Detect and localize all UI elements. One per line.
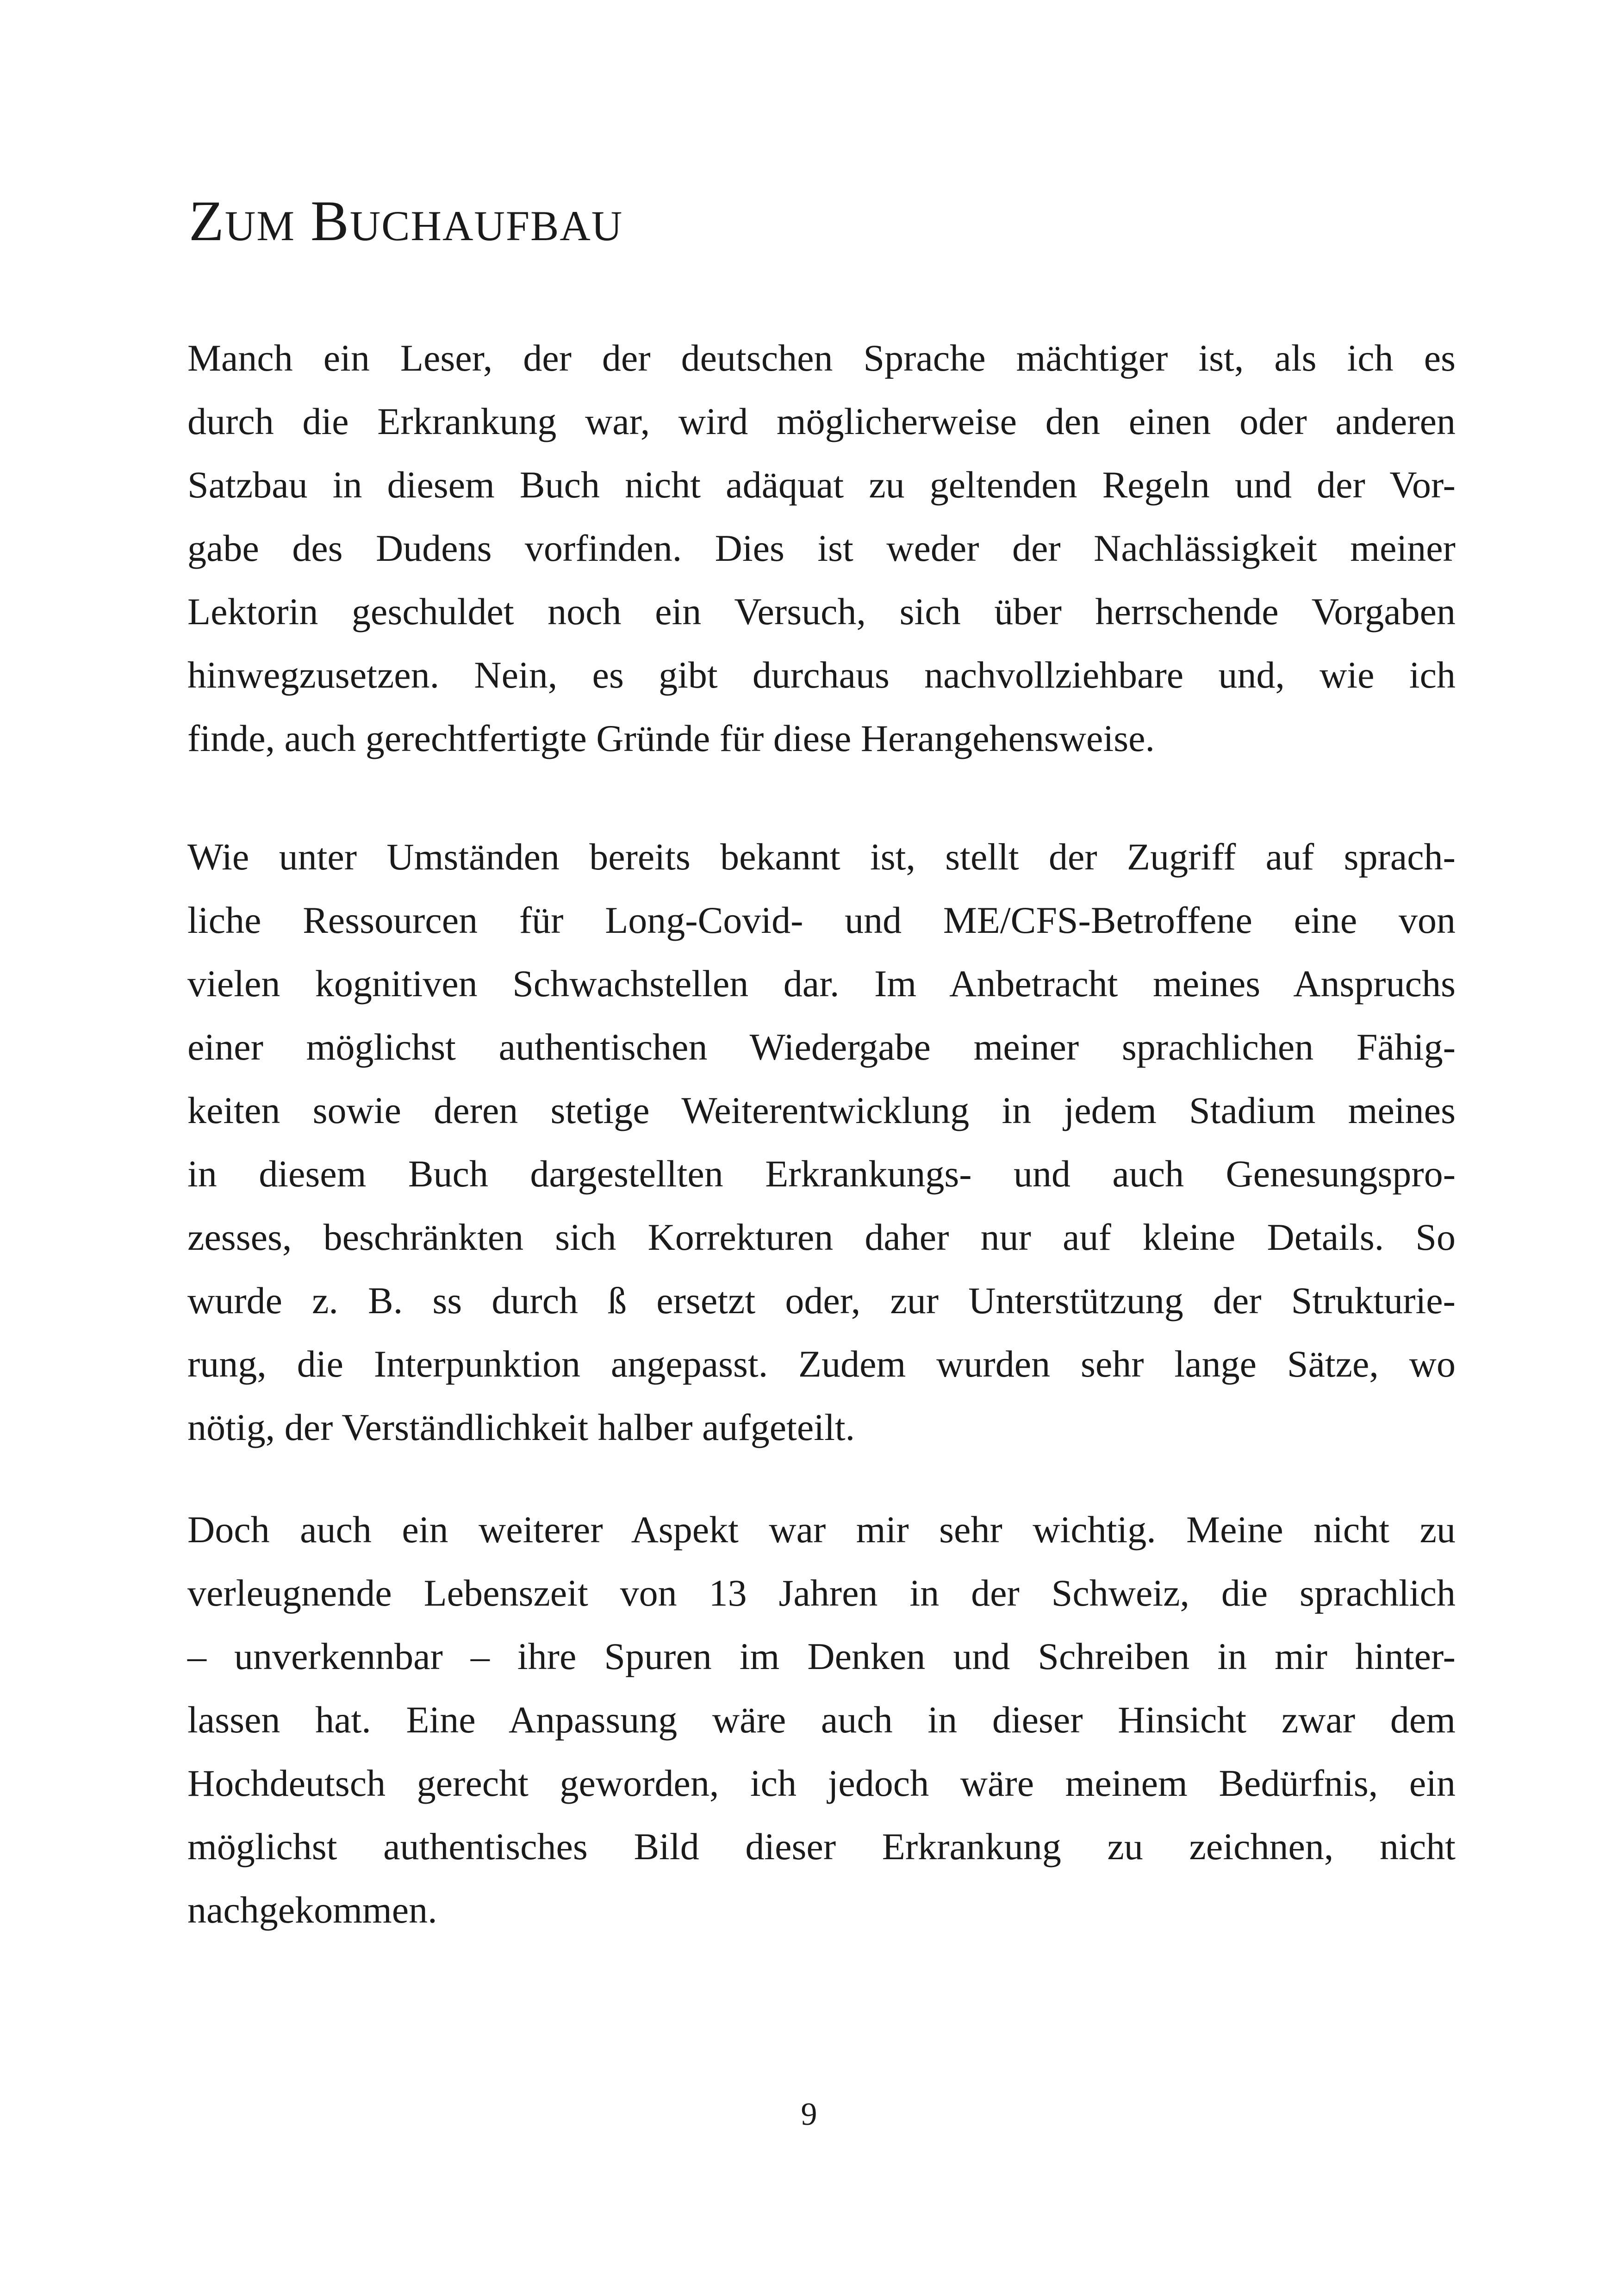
text-line: keiten sowie deren stetige Weiterentwicklung in jedem Stadium meines	[187, 1089, 1456, 1131]
text-line: zesses, beschränkten sich Korrekturen daher nur auf kleine Details. So	[187, 1216, 1456, 1258]
text-line: in diesem Buch dargestellten Erkrankungs- und auch Genesungspro-	[187, 1153, 1456, 1195]
text-line: wurde z. B. ss durch ß ersetzt oder, zur Unterstützung der Strukturie-	[187, 1279, 1456, 1322]
text-line: Manch ein Leser, der der deutschen Sprache mächtiger ist, als ich es	[187, 337, 1456, 379]
text-line: verleugnende Lebenszeit von 13 Jahren in der Schweiz, die sprachlich	[187, 1572, 1456, 1614]
text-line: möglichst authentisches Bild dieser Erkrankung zu zeichnen, nicht	[187, 1825, 1456, 1868]
paragraph-2	[187, 825, 1456, 1459]
text-line: einer möglichst authentischen Wiedergabe meiner sprachlichen Fähig-	[187, 1026, 1456, 1068]
text-line: Doch auch ein weiterer Aspekt war mir sehr wichtig. Meine nicht zu	[187, 1508, 1456, 1551]
text-line: Lektorin geschuldet noch ein Versuch, sich über herrschende Vorgaben	[187, 590, 1456, 633]
heading-initial: Z	[189, 189, 225, 253]
text-line: rung, die Interpunktion angepasst. Zudem wurden sehr lange Sätze, wo	[187, 1343, 1456, 1385]
text-line: Satzbau in diesem Buch nicht adäquat zu geltenden Regeln und der Vor-	[187, 464, 1456, 506]
heading-smallcaps: UCHAUFBAU	[349, 202, 623, 249]
chapter-heading	[189, 189, 623, 258]
heading-initial: B	[311, 189, 350, 253]
text-line: durch die Erkrankung war, wird möglicherweise den einen oder anderen	[187, 400, 1456, 442]
text-line: hinwegzusetzen. Nein, es gibt durchaus nachvollziehbare und, wie ich	[187, 654, 1456, 696]
text-line: vielen kognitiven Schwachstellen dar. Im Anbetracht meines Anspruchs	[187, 962, 1456, 1005]
text-line: lassen hat. Eine Anpassung wäre auch in dieser Hinsicht zwar dem	[187, 1699, 1456, 1741]
text-line: liche Ressourcen für Long-Covid- und ME/CFS-Betroffene eine von	[187, 899, 1456, 941]
text-line: Wie unter Umständen bereits bekannt ist, stellt der Zugriff auf sprach-	[187, 836, 1456, 878]
paragraph-1	[187, 326, 1456, 770]
page-number: 9	[801, 2097, 817, 2132]
text-line: – unverkennbar – ihre Spuren im Denken und Schreiben in mir hinter-	[187, 1635, 1456, 1677]
text-line: Hochdeutsch gerecht geworden, ich jedoch wäre meinem Bedürfnis, ein	[187, 1762, 1456, 1804]
text-line: gabe des Dudens vorfinden. Dies ist weder der Nachlässigkeit meiner	[187, 527, 1456, 569]
text-line: nötig, der Verständlichkeit halber aufgeteilt.	[187, 1406, 855, 1448]
text-line: nachgekommen.	[187, 1889, 437, 1931]
text-line: finde, auch gerechtfertigte Gründe für diese Herangehensweise.	[187, 717, 1155, 759]
heading-smallcaps: UM	[224, 202, 295, 249]
paragraph-3	[187, 1498, 1456, 1942]
